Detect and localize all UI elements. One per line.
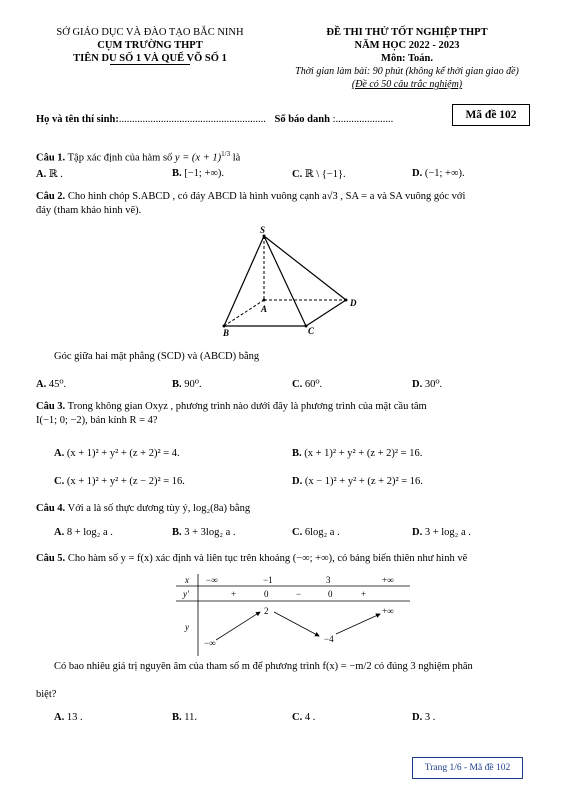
table-y-minus-inf: −∞ bbox=[204, 638, 216, 648]
page-footer: Trang 1/6 - Mã đề 102 bbox=[412, 757, 523, 779]
q1-option-b: B. [−1; +∞). bbox=[172, 168, 225, 179]
header-left bbox=[30, 26, 270, 65]
header-schools: TIÊN DU SỐ 1 VÀ QUẾ VÕ SỐ 1 bbox=[73, 53, 227, 64]
table-y-plus-inf: +∞ bbox=[382, 606, 394, 616]
q4-option-d: D. 3 + log₂ a . bbox=[412, 527, 471, 538]
student-info bbox=[36, 114, 393, 125]
q2-text-2: đáy (tham khảo hình vẽ). bbox=[36, 205, 142, 216]
edge-sb bbox=[224, 236, 264, 326]
q1-label: Câu 1. bbox=[36, 152, 66, 164]
q1-option-a: A. ℝ . bbox=[36, 169, 63, 180]
q2-question: Góc giữa hai mặt phẳng (SCD) và (ABCD) bằng bbox=[54, 351, 260, 362]
edge-cd bbox=[306, 300, 346, 326]
q3-option-a: A. (x + 1)² + y² + (z + 2)² = 4. bbox=[54, 448, 180, 459]
q2-option-d: D. 30⁰. bbox=[412, 379, 443, 390]
q3-option-b: B. (x + 1)² + y² + (z + 2)² = 16. bbox=[292, 448, 423, 459]
table-yp-2: − bbox=[296, 589, 302, 599]
student-name-field: ........................................................ bbox=[118, 114, 266, 125]
table-x-3: +∞ bbox=[382, 575, 394, 585]
q5-question-1: Có bao nhiêu giá trị nguyên âm của tham số m để phương trình f(x) = −m/2 có đúng 3 nghiệm phân bbox=[54, 661, 473, 672]
arrow-up-1 bbox=[216, 612, 260, 640]
q4-option-c: C. 6log₂ a . bbox=[292, 527, 340, 538]
q4-text: Với a là số thực dương tùy ý, log₂(8a) bằng bbox=[67, 503, 251, 514]
q3-option-c: C. (x + 1)² + y² + (z − 2)² = 16. bbox=[54, 476, 185, 487]
q1-formula: y = (x + 1) bbox=[174, 152, 222, 164]
edge-sc bbox=[264, 236, 306, 326]
table-y-label: y bbox=[185, 622, 189, 632]
table-yp-4: + bbox=[361, 589, 367, 599]
table-x-label: x bbox=[185, 575, 189, 585]
q5-option-a: A. 13 . bbox=[54, 712, 83, 723]
label-a: A bbox=[261, 304, 268, 314]
q3-label: Câu 3. bbox=[36, 401, 66, 412]
variation-table bbox=[176, 572, 410, 656]
question-1 bbox=[36, 147, 536, 166]
question-5 bbox=[36, 552, 536, 566]
exam-year: NĂM HỌC 2022 - 2023 bbox=[354, 40, 460, 51]
q1-text: Tập xác định của hàm số bbox=[67, 152, 173, 164]
edge-sd bbox=[264, 236, 346, 300]
arrow-up-2 bbox=[336, 614, 380, 634]
q4-label: Câu 4. bbox=[36, 503, 66, 514]
exam-note: (Đề có 50 câu trắc nghiệm) bbox=[351, 79, 463, 90]
student-id-label: Số báo danh bbox=[274, 114, 330, 125]
student-id-field: :...................... bbox=[329, 114, 394, 125]
table-x-0: −∞ bbox=[206, 575, 218, 585]
q2-option-b: B. 90⁰. bbox=[172, 379, 202, 390]
table-yp-1: 0 bbox=[264, 589, 269, 599]
question-2 bbox=[36, 190, 536, 218]
q3-text-1: Trong không gian Oxyz , phương trình nào dưới đây là phương trình của mặt cầu tâm bbox=[67, 401, 427, 412]
q2-option-a: A. 45⁰. bbox=[36, 379, 67, 390]
table-x-2: 3 bbox=[326, 575, 331, 585]
q5-option-d: D. 3 . bbox=[412, 712, 436, 723]
exam-code-box: Mã đề 102 bbox=[452, 104, 530, 126]
label-b: B bbox=[223, 328, 230, 336]
label-s: S bbox=[260, 225, 266, 235]
q5-option-c: C. 4 . bbox=[292, 712, 316, 723]
question-4 bbox=[36, 502, 536, 516]
q3-text-2: I(−1; 0; −2), bán kính R = 4? bbox=[36, 415, 158, 426]
q1-tail: là bbox=[232, 152, 241, 164]
q4-option-b: B. 3 + 3log₂ a . bbox=[172, 527, 236, 538]
q2-label: Câu 2. bbox=[36, 191, 66, 202]
table-yp-label: y′ bbox=[183, 589, 189, 599]
q5-text: Cho hàm số y = f(x) xác định và liên tục trên khoảng (−∞; +∞), có bảng biến thiên như hình vẽ bbox=[67, 553, 468, 564]
q2-text-1: Cho hình chóp S.ABCD , có đáy ABCD là hình vuông cạnh a√3 , SA = a và SA vuông góc với bbox=[67, 191, 466, 202]
q5-option-b: B. 11. bbox=[172, 712, 198, 723]
table-yp-0: + bbox=[231, 589, 237, 599]
pyramid-figure bbox=[210, 224, 370, 336]
q1-option-c: C. ℝ \ {−1}. bbox=[292, 169, 346, 180]
q3-option-d: D. (x − 1)² + y² + (z + 2)² = 16. bbox=[292, 476, 423, 487]
q5-label: Câu 5. bbox=[36, 553, 66, 564]
header-department: SỞ GIÁO DỤC VÀ ĐÀO TẠO BẮC NINH bbox=[56, 27, 244, 38]
table-yp-3: 0 bbox=[328, 589, 333, 599]
arrow-down bbox=[274, 612, 319, 636]
exam-subject: Môn: Toán. bbox=[381, 53, 433, 64]
label-d: D bbox=[350, 298, 357, 308]
header-cluster: CỤM TRƯỜNG THPT bbox=[97, 40, 203, 51]
q1-exponent: 1/3 bbox=[221, 150, 231, 158]
header-underline bbox=[110, 64, 190, 65]
table-y-min: −4 bbox=[324, 634, 334, 644]
exam-title: ĐỀ THI THỬ TỐT NGHIỆP THPT bbox=[326, 27, 488, 38]
exam-time: Thời gian làm bài: 90 phút (không kể thời gian giao đề) bbox=[295, 66, 519, 77]
table-x-1: −1 bbox=[263, 575, 273, 585]
q2-option-c: C. 60⁰. bbox=[292, 379, 323, 390]
q4-option-a: A. 8 + log₂ a . bbox=[54, 527, 113, 538]
q5-question-2: biệt? bbox=[36, 689, 57, 700]
q1-option-d: D. (−1; +∞). bbox=[412, 168, 465, 179]
student-name-label: Họ và tên thí sinh: bbox=[36, 114, 119, 125]
table-y-max: 2 bbox=[264, 606, 269, 616]
question-3 bbox=[36, 400, 536, 428]
label-c: C bbox=[308, 326, 315, 336]
header-right bbox=[272, 26, 542, 91]
